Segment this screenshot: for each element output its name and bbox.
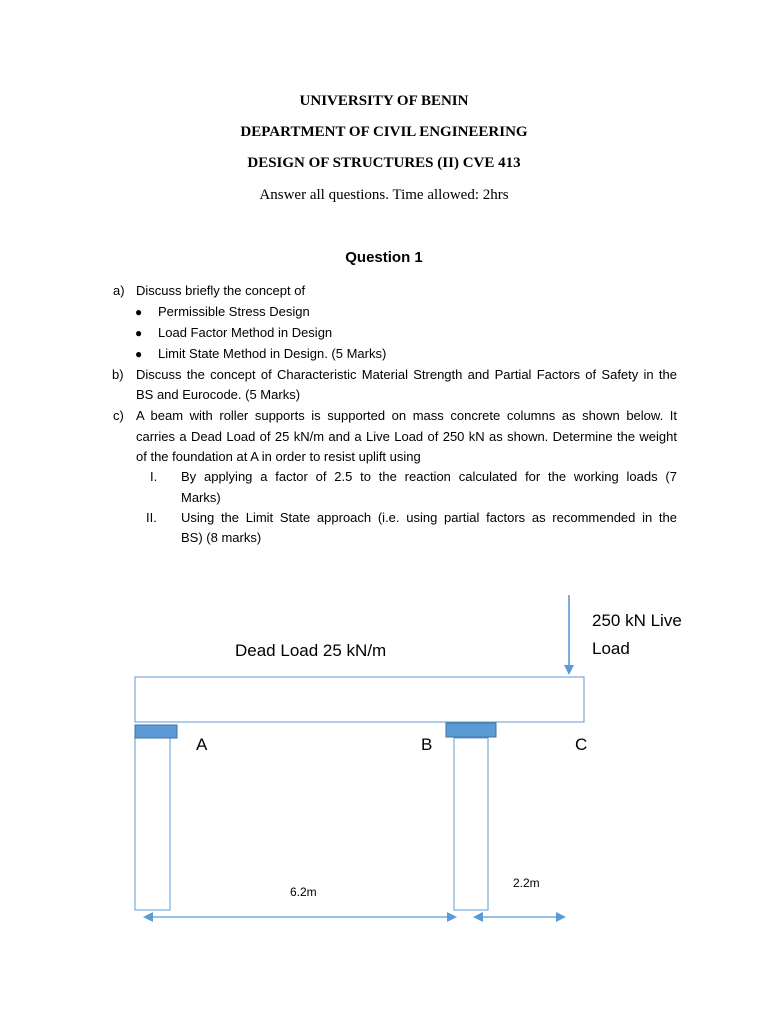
part-a-marker: a)	[113, 283, 125, 298]
dimension-label-bc: 2.2m	[513, 876, 540, 890]
sub-item-2-line-1: Using the Limit State approach (i.e. using partial factors as recommended in the	[181, 510, 677, 525]
column-b	[454, 738, 488, 910]
support-label-b: B	[421, 735, 433, 754]
exam-instructions: Answer all questions. Time allowed: 2hrs	[259, 187, 509, 203]
course-title: DESIGN OF STRUCTURES (II) CVE 413	[247, 155, 521, 171]
beam	[135, 677, 584, 722]
part-a-bullet-2: Load Factor Method in Design	[158, 325, 333, 340]
part-c-line-2: carries a Dead Load of 25 kN/m and a Live Load of 250 kN as shown. Determine the weight	[136, 429, 677, 444]
sub-item-1-line-1: By applying a factor of 2.5 to the reaction calculated for the working loads (7	[181, 469, 677, 484]
sub-item-2-marker: II.	[146, 510, 157, 525]
sub-item-1-marker: I.	[150, 469, 158, 484]
support-label-c: C	[575, 735, 588, 754]
column-a	[135, 738, 170, 910]
part-c-marker: c)	[113, 408, 124, 423]
university-title: UNIVERSITY OF BENIN	[299, 93, 469, 109]
support-pad-b	[446, 723, 496, 737]
sub-item-2-line-2: BS) (8 marks)	[181, 530, 262, 545]
part-b-line-2: BS and Eurocode. (5 Marks)	[136, 387, 301, 402]
department-title: DEPARTMENT OF CIVIL ENGINEERING	[240, 124, 528, 140]
part-a-bullet-1: Permissible Stress Design	[158, 304, 310, 319]
part-a-text: Discuss briefly the concept of	[136, 283, 306, 298]
bullet-dot: ●	[135, 326, 143, 340]
bullet-dot: ●	[135, 305, 143, 319]
dead-load-label: Dead Load 25 kN/m	[235, 641, 387, 660]
live-load-label-line-2: Load	[592, 639, 630, 658]
sub-item-1-line-2: Marks)	[181, 490, 221, 505]
part-a-bullet-3: Limit State Method in Design. (5 Marks)	[158, 346, 387, 361]
part-c-line-1: A beam with roller supports is supported on mass concrete columns as shown below. It	[136, 408, 677, 423]
support-label-a: A	[196, 735, 208, 754]
part-b-line-1: Discuss the concept of Characteristic Material Strength and Partial Factors of Safety in the	[136, 367, 677, 382]
support-pad-a	[135, 725, 177, 738]
part-c-line-3: of the foundation at A in order to resist uplift using	[136, 449, 421, 464]
dimension-label-ab: 6.2m	[290, 885, 317, 899]
live-load-label-line-1: 250 kN Live	[592, 611, 682, 630]
question-title: Question 1	[345, 249, 423, 266]
part-b-marker: b)	[112, 367, 124, 382]
bullet-dot: ●	[135, 347, 143, 361]
